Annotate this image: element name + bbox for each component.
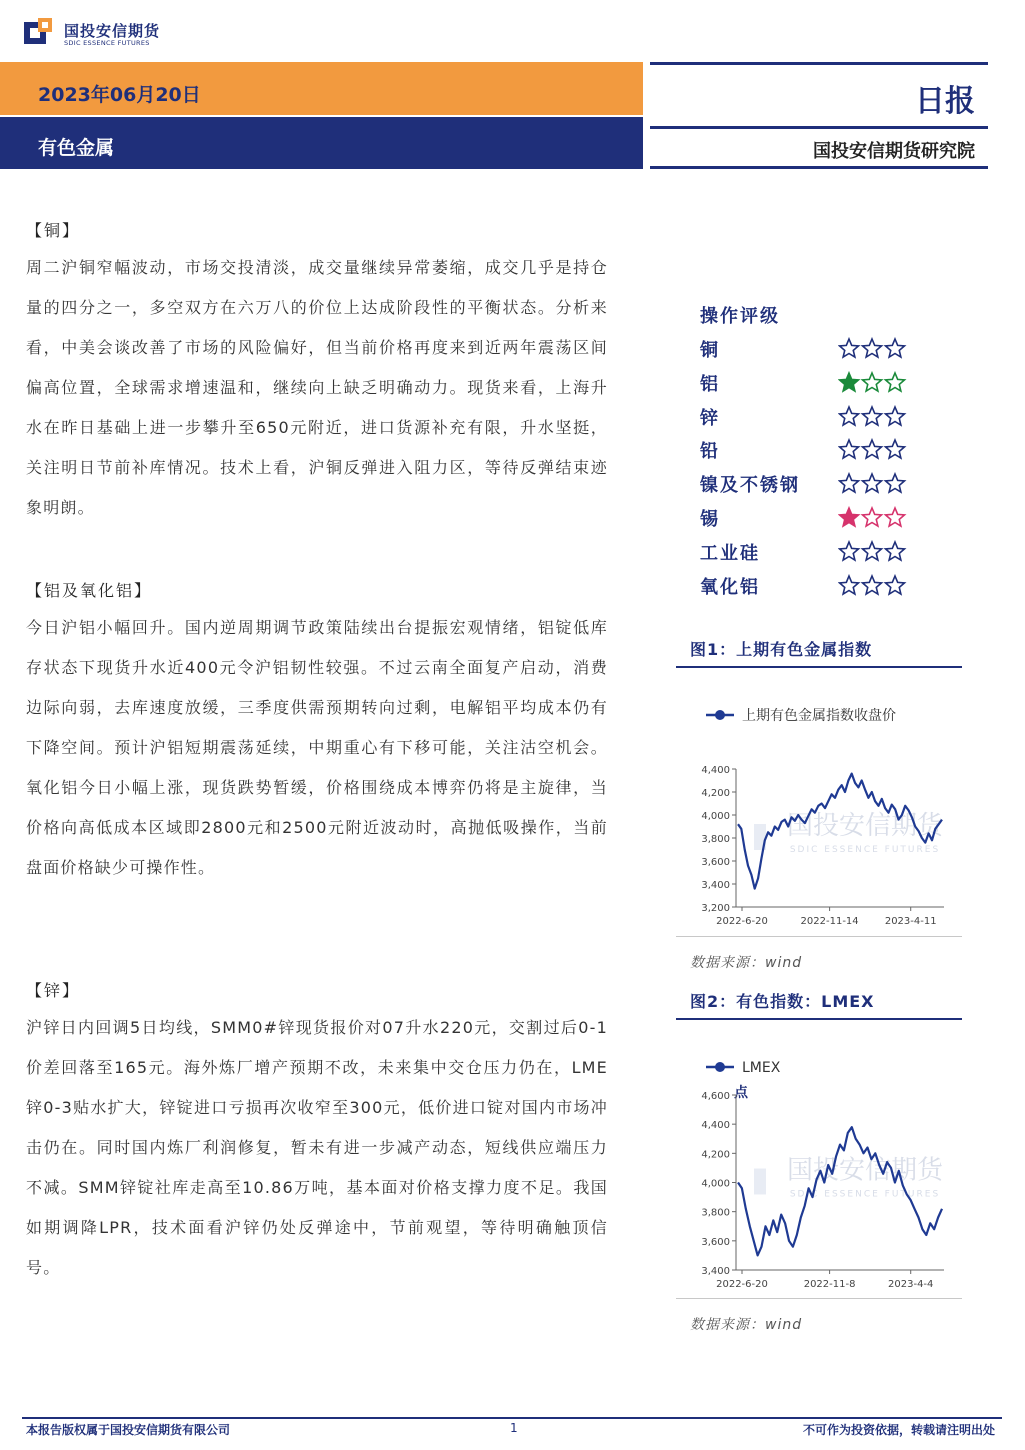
footer-disclaimer: 不可作为投资依据，转载请注明出处 [802, 1423, 995, 1437]
legend-marker-icon [715, 710, 725, 720]
rating-stars [838, 405, 908, 427]
rating-stars [838, 574, 908, 596]
empty-star-icon [839, 576, 858, 594]
y-tick-label: 3,600 [701, 1236, 730, 1248]
y-tick-label: 3,400 [701, 880, 730, 891]
section-title-zinc: 【锌】 [26, 981, 81, 1000]
y-tick-label: 3,400 [701, 1266, 730, 1277]
filled-star-icon [839, 373, 858, 391]
figure-2-bottom-rule [676, 1298, 962, 1299]
empty-star-icon [839, 339, 858, 357]
x-tick-label: 2022-11-14 [800, 916, 859, 927]
legend-label: LMEX [742, 1060, 781, 1076]
empty-star-icon [839, 407, 858, 425]
report-date: 2023年06月20日 [38, 84, 201, 106]
institute-name: 国投安信期货研究院 [813, 141, 975, 162]
figure-1-rule [676, 666, 962, 668]
y-tick-label: 4,000 [701, 811, 730, 822]
empty-star-icon [862, 339, 881, 357]
empty-star-icon [839, 542, 858, 560]
empty-star-icon [885, 474, 904, 492]
watermark-text: 国投安信期货 [786, 811, 944, 841]
rating-name: 铝 [700, 373, 720, 395]
x-tick-label: 2023-4-4 [888, 1279, 934, 1290]
y-tick-label: 4,400 [701, 1120, 730, 1132]
empty-star-icon [862, 407, 881, 425]
empty-star-icon [839, 474, 858, 492]
figure-2-chart [676, 1045, 966, 1300]
empty-star-icon [885, 440, 904, 458]
watermark-text: 国投安信期货 [786, 1155, 944, 1186]
legend-marker-icon [715, 1062, 725, 1072]
y-tick-label: 4,200 [701, 1149, 730, 1161]
empty-star-icon [885, 576, 904, 594]
footer-copyright: 本报告版权属于国投安信期货有限公司 [26, 1423, 231, 1437]
y-tick-label: 4,400 [701, 765, 730, 776]
watermark-logo-icon [754, 1169, 766, 1195]
rating-stars [838, 371, 908, 393]
rating-name: 工业硅 [700, 542, 760, 564]
empty-star-icon [862, 440, 881, 458]
x-tick-label: 2023-4-11 [884, 916, 937, 927]
figure-1-title: 图1：上期有色金属指数 [690, 640, 873, 659]
y-tick-label: 3,600 [701, 857, 730, 868]
figure-2-title: 图2：有色指数：LMEX [690, 992, 875, 1011]
watermark-subtext: SDIC ESSENCE FUTURES [789, 845, 941, 855]
x-tick-label: 2022-6-20 [716, 1279, 768, 1290]
x-tick-label: 2022-6-20 [716, 916, 768, 927]
empty-star-icon [862, 373, 881, 391]
empty-star-icon [885, 407, 904, 425]
rating-name: 氧化铝 [700, 576, 760, 598]
figure-1-bottom-rule [676, 936, 962, 937]
y-tick-label: 3,800 [701, 1207, 730, 1219]
x-tick-label: 2022-11-8 [803, 1279, 856, 1290]
empty-star-icon [885, 373, 904, 391]
y-tick-label: 4,000 [701, 1178, 730, 1190]
empty-star-icon [885, 339, 904, 357]
empty-star-icon [862, 508, 881, 526]
section-paragraph-zinc: 沪锌日内回调5日均线，SMM0#锌现货报价对07升水220元，交割过后0-1价差回落至165元。海外炼厂增产预期不改，未来集中交仓压力仍在，LME锌0-3贴水扩大，锌锭进口亏损再次收窄至300元，低价进口锭对国内市场冲击仍在。同时国内炼厂利润修复，暂未有进一步减产动态，短线供应端压力不减。SMM锌锭社库走高至10.86万吨，基本面对价格支撑力度不足。我国如期调降LPR，技术面看沪锌仍处反弹途中，节前观望，等待明确触顶信号。 [26, 1018, 608, 1277]
rating-name: 铜 [700, 340, 720, 361]
rating-stars [838, 337, 908, 359]
rating-stars [838, 540, 908, 562]
watermark-subtext: SDIC ESSENCE FUTURES [789, 1189, 941, 1200]
rating-stars [838, 472, 908, 494]
empty-star-icon [862, 474, 881, 492]
rating-name: 铅 [700, 441, 720, 463]
rating-name: 镍及不锈钢 [700, 475, 800, 497]
figure-1-source: 数据来源：wind [690, 955, 803, 971]
footer-page-number: 1 [510, 1421, 518, 1435]
figure-2-source: 数据来源：wind [690, 1317, 803, 1333]
section-paragraph-aluminium: 今日沪铝小幅回升。国内逆周期调节政策陆续出台提振宏观情绪，铝锭低库存状态下现货升水近400元令沪铝韧性较强。不过云南全面复产启动，消费边际向弱，去库速度放缓，三季度供需预期转向过剩，电解铝平均成本仍有下降空间。预计沪铝短期震荡延续，中期重心有下移可能，关注沽空机会。氧化铝今日小幅上涨，现货跌势暂缓，价格围绕成本博弈仍将是主旋律，当价格向高低成本区域即2800元和2500元附近波动时，高抛低吸操作，当前盘面价格缺少可操作性。 [26, 618, 608, 877]
empty-star-icon [862, 542, 881, 560]
logo-subtext: SDIC ESSENCE FUTURES [64, 39, 150, 47]
y-tick-label: 4,200 [701, 788, 730, 799]
logo-mark-icon [24, 18, 56, 48]
empty-star-icon [862, 576, 881, 594]
empty-star-icon [885, 508, 904, 526]
empty-star-icon [839, 440, 858, 458]
rating-name: 锌 [700, 407, 720, 429]
section-paragraph-copper: 周二沪铜窄幅波动，市场交投清淡，成交量继续异常萎缩，成交几乎是持仓量的四分之一，多空双方在六万八的价位上达成阶段性的平衡状态。分析来看，中美会谈改善了市场的风险偏好，但当前价格再度来到近两年震荡区间偏高位置，全球需求增速温和，继续向上缺乏明确动力。现货来看，上海升水在昨日基础上进一步攀升至650元附近，进口货源补充有限，升水坚挺，关注明日节前补库情况。技术上看，沪铜反弹进入阻力区，等待反弹结束迹象明朗。 [26, 258, 608, 517]
legend-label: 上期有色金属指数收盘价 [742, 708, 896, 724]
sector-title: 有色金属 [38, 137, 115, 159]
filled-star-icon [839, 508, 858, 526]
logo-text: 国投安信期货 [64, 22, 161, 40]
footer-rule [22, 1417, 1002, 1419]
section-title-aluminium: 【铝及氧化铝】 [26, 581, 153, 600]
y-tick-label: 4,600 [701, 1091, 730, 1102]
empty-star-icon [885, 542, 904, 560]
section-title-copper: 【铜】 [26, 221, 81, 240]
header-rule-top [650, 62, 988, 65]
y-axis-label: 点 [734, 1085, 748, 1101]
rating-stars [838, 506, 908, 528]
header-rule-middle [650, 126, 988, 129]
rating-title: 操作评级 [700, 306, 780, 327]
figure-1-chart [676, 690, 966, 940]
y-tick-label: 3,800 [701, 834, 730, 845]
figure-2-rule [676, 1018, 962, 1020]
report-type: 日报 [915, 84, 975, 119]
header-rule-bottom [650, 166, 988, 169]
rating-name: 锡 [700, 509, 720, 530]
rating-stars [838, 438, 908, 460]
y-tick-label: 3,200 [701, 903, 730, 914]
